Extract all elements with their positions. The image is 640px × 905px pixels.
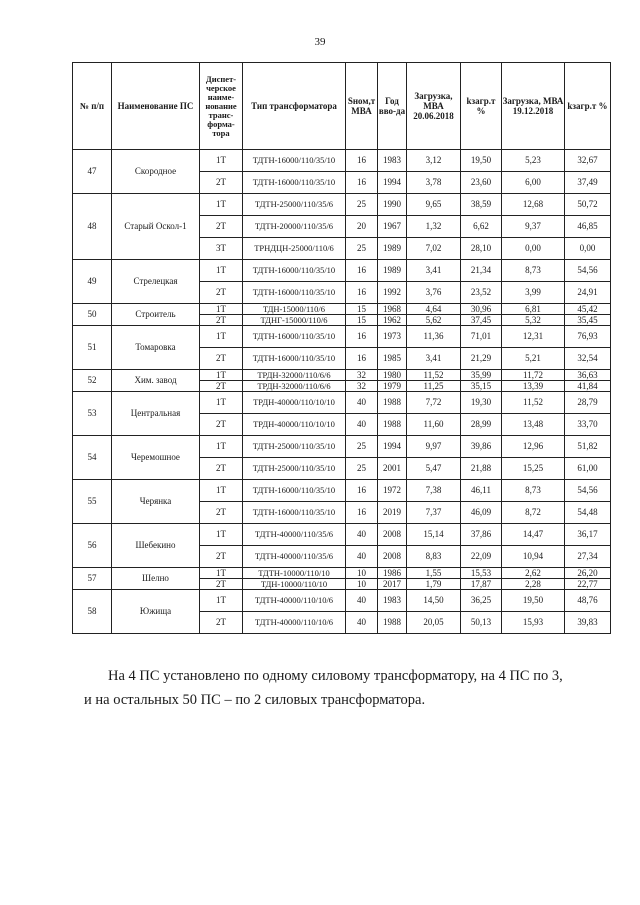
k-june-cell: 21,29 [461, 348, 502, 370]
table-row [73, 326, 611, 348]
k-december-cell: 36,63 [565, 370, 611, 381]
year-cell: 1967 [378, 216, 407, 238]
dispatch-name-cell: 1Т [200, 590, 243, 612]
load-december-cell: 5,23 [502, 150, 565, 172]
transformer-type-cell: ТДТН-40000/110/10/6 [243, 590, 346, 612]
year-cell: 2017 [378, 579, 407, 590]
transformer-type-cell: ТДН-10000/110/10 [243, 579, 346, 590]
load-december-cell: 12,68 [502, 194, 565, 216]
dispatch-name-cell: 2Т [200, 172, 243, 194]
load-june-cell: 3,78 [407, 172, 461, 194]
transformer-type-cell: ТДТН-40000/110/35/6 [243, 546, 346, 568]
transformer-type-cell: ТДТН-16000/110/35/10 [243, 260, 346, 282]
dispatch-name-cell: 2Т [200, 414, 243, 436]
transformer-type-cell: ТРДН-40000/110/10/10 [243, 414, 346, 436]
substation-name-cell: Шелно [112, 568, 200, 590]
substation-number-cell: 52 [73, 370, 112, 392]
header-snom: Sном,т МВА [346, 63, 378, 150]
dispatch-name-cell: 1Т [200, 304, 243, 315]
snom-cell: 16 [346, 348, 378, 370]
load-june-cell: 3,76 [407, 282, 461, 304]
k-june-cell: 28,99 [461, 414, 502, 436]
substation-number-cell: 50 [73, 304, 112, 326]
k-december-cell: 46,85 [565, 216, 611, 238]
substation-number-cell: 48 [73, 194, 112, 260]
year-cell: 1986 [378, 568, 407, 579]
k-december-cell: 50,72 [565, 194, 611, 216]
snom-cell: 16 [346, 326, 378, 348]
table-row [73, 590, 611, 612]
load-december-cell: 13,39 [502, 381, 565, 392]
year-cell: 1989 [378, 238, 407, 260]
table-row [73, 568, 611, 579]
k-december-cell: 32,54 [565, 348, 611, 370]
year-cell: 1968 [378, 304, 407, 315]
snom-cell: 40 [346, 414, 378, 436]
snom-cell: 40 [346, 590, 378, 612]
snom-cell: 40 [346, 546, 378, 568]
load-december-cell: 12,31 [502, 326, 565, 348]
transformer-type-cell: ТРДН-32000/110/6/6 [243, 381, 346, 392]
k-june-cell: 37,45 [461, 315, 502, 326]
snom-cell: 32 [346, 381, 378, 392]
header-transformer-type: Тип трансформатора [243, 63, 346, 150]
substation-name-cell: Черянка [112, 480, 200, 524]
table-row [73, 370, 611, 381]
load-december-cell: 15,93 [502, 612, 565, 634]
table-row [73, 480, 611, 502]
dispatch-name-cell: 1Т [200, 150, 243, 172]
k-december-cell: 39,83 [565, 612, 611, 634]
header-k-december: kзагр.т % [565, 63, 611, 150]
year-cell: 1962 [378, 315, 407, 326]
snom-cell: 16 [346, 172, 378, 194]
dispatch-name-cell: 1Т [200, 480, 243, 502]
k-december-cell: 48,76 [565, 590, 611, 612]
table-row [73, 150, 611, 172]
load-june-cell: 1,55 [407, 568, 461, 579]
transformer-type-cell: ТДТН-16000/110/35/10 [243, 326, 346, 348]
k-december-cell: 54,48 [565, 502, 611, 524]
footnote-text [84, 664, 624, 712]
dispatch-name-cell: 2Т [200, 502, 243, 524]
load-june-cell: 5,47 [407, 458, 461, 480]
transformer-type-cell: ТРДН-40000/110/10/10 [243, 392, 346, 414]
load-december-cell: 8,72 [502, 502, 565, 524]
transformer-type-cell: ТРНДЦН-25000/110/6 [243, 238, 346, 260]
k-june-cell: 15,53 [461, 568, 502, 579]
substation-name-cell: Южища [112, 590, 200, 634]
load-june-cell: 7,72 [407, 392, 461, 414]
year-cell: 2008 [378, 546, 407, 568]
substation-name-cell: Стрелецкая [112, 260, 200, 304]
table-row [73, 194, 611, 216]
page-number: 39 [314, 36, 326, 48]
substation-name-cell: Центральная [112, 392, 200, 436]
k-june-cell: 50,13 [461, 612, 502, 634]
dispatch-name-cell: 1Т [200, 260, 243, 282]
load-june-cell: 9,65 [407, 194, 461, 216]
dispatch-name-cell: 2Т [200, 612, 243, 634]
k-december-cell: 27,34 [565, 546, 611, 568]
load-june-cell: 5,62 [407, 315, 461, 326]
year-cell: 2019 [378, 502, 407, 524]
transformer-table [72, 62, 611, 634]
substation-number-cell: 56 [73, 524, 112, 568]
transformer-type-cell: ТДН-15000/110/6 [243, 304, 346, 315]
year-cell: 1972 [378, 480, 407, 502]
year-cell: 1983 [378, 590, 407, 612]
substation-number-cell: 47 [73, 150, 112, 194]
dispatch-name-cell: 1Т [200, 568, 243, 579]
load-december-cell: 2,62 [502, 568, 565, 579]
load-june-cell: 15,14 [407, 524, 461, 546]
footnote-line-2: и на остальных 50 ПС – по 2 силовых трансформатора. [84, 692, 426, 708]
k-june-cell: 19,50 [461, 150, 502, 172]
transformer-type-cell: ТДТН-16000/110/35/10 [243, 150, 346, 172]
snom-cell: 16 [346, 480, 378, 502]
snom-cell: 10 [346, 568, 378, 579]
load-june-cell: 3,41 [407, 260, 461, 282]
load-december-cell: 11,72 [502, 370, 565, 381]
dispatch-name-cell: 2Т [200, 315, 243, 326]
load-june-cell: 8,83 [407, 546, 461, 568]
k-june-cell: 28,10 [461, 238, 502, 260]
snom-cell: 32 [346, 370, 378, 381]
year-cell: 1980 [378, 370, 407, 381]
k-june-cell: 35,15 [461, 381, 502, 392]
substation-number-cell: 51 [73, 326, 112, 370]
transformer-type-cell: ТДНГ-15000/110/6 [243, 315, 346, 326]
snom-cell: 25 [346, 458, 378, 480]
k-december-cell: 22,77 [565, 579, 611, 590]
snom-cell: 25 [346, 436, 378, 458]
k-december-cell: 24,91 [565, 282, 611, 304]
dispatch-name-cell: 2Т [200, 216, 243, 238]
k-june-cell: 46,09 [461, 502, 502, 524]
load-december-cell: 3,99 [502, 282, 565, 304]
year-cell: 1985 [378, 348, 407, 370]
k-june-cell: 37,86 [461, 524, 502, 546]
snom-cell: 15 [346, 315, 378, 326]
k-june-cell: 21,88 [461, 458, 502, 480]
substation-name-cell: Старый Оскол-1 [112, 194, 200, 260]
load-december-cell: 8,73 [502, 480, 565, 502]
substation-number-cell: 49 [73, 260, 112, 304]
k-december-cell: 26,20 [565, 568, 611, 579]
table-row [73, 436, 611, 458]
transformer-type-cell: ТДТН-16000/110/35/10 [243, 480, 346, 502]
k-june-cell: 19,30 [461, 392, 502, 414]
load-june-cell: 11,52 [407, 370, 461, 381]
header-load-june: Загрузка, МВА 20.06.2018 [407, 63, 461, 150]
year-cell: 1990 [378, 194, 407, 216]
load-december-cell: 6,00 [502, 172, 565, 194]
load-december-cell: 12,96 [502, 436, 565, 458]
snom-cell: 40 [346, 612, 378, 634]
load-december-cell: 10,94 [502, 546, 565, 568]
dispatch-name-cell: 1Т [200, 326, 243, 348]
k-june-cell: 46,11 [461, 480, 502, 502]
snom-cell: 16 [346, 260, 378, 282]
table-row [73, 260, 611, 282]
snom-cell: 40 [346, 392, 378, 414]
substation-number-cell: 53 [73, 392, 112, 436]
table-row [73, 304, 611, 315]
k-december-cell: 37,49 [565, 172, 611, 194]
load-june-cell: 4,64 [407, 304, 461, 315]
load-december-cell: 8,73 [502, 260, 565, 282]
load-june-cell: 1,32 [407, 216, 461, 238]
transformer-type-cell: ТДТН-16000/110/35/10 [243, 282, 346, 304]
transformer-type-cell: ТРДН-32000/110/6/6 [243, 370, 346, 381]
year-cell: 1988 [378, 612, 407, 634]
transformer-type-cell: ТДТН-40000/110/35/6 [243, 524, 346, 546]
k-june-cell: 71,01 [461, 326, 502, 348]
load-december-cell: 19,50 [502, 590, 565, 612]
header-name: Наименование ПС [112, 63, 200, 150]
snom-cell: 16 [346, 502, 378, 524]
snom-cell: 20 [346, 216, 378, 238]
snom-cell: 25 [346, 238, 378, 260]
k-june-cell: 35,99 [461, 370, 502, 381]
year-cell: 1988 [378, 392, 407, 414]
dispatch-name-cell: 1Т [200, 436, 243, 458]
load-december-cell: 15,25 [502, 458, 565, 480]
load-june-cell: 1,79 [407, 579, 461, 590]
k-december-cell: 32,67 [565, 150, 611, 172]
load-june-cell: 11,60 [407, 414, 461, 436]
load-december-cell: 5,32 [502, 315, 565, 326]
k-june-cell: 6,62 [461, 216, 502, 238]
table-row [73, 392, 611, 414]
transformer-type-cell: ТДТН-40000/110/10/6 [243, 612, 346, 634]
snom-cell: 10 [346, 579, 378, 590]
k-june-cell: 38,59 [461, 194, 502, 216]
load-june-cell: 20,05 [407, 612, 461, 634]
k-december-cell: 61,00 [565, 458, 611, 480]
load-december-cell: 13,48 [502, 414, 565, 436]
k-june-cell: 22,09 [461, 546, 502, 568]
k-june-cell: 30,96 [461, 304, 502, 315]
table-header-row [73, 63, 611, 150]
dispatch-name-cell: 1Т [200, 392, 243, 414]
load-june-cell: 3,12 [407, 150, 461, 172]
footnote-line-1: На 4 ПС установлено по одному силовому трансформатору, на 4 ПС по 3, [108, 668, 563, 684]
k-december-cell: 51,82 [565, 436, 611, 458]
transformer-type-cell: ТДТН-10000/110/10 [243, 568, 346, 579]
dispatch-name-cell: 2Т [200, 546, 243, 568]
dispatch-name-cell: 2Т [200, 458, 243, 480]
year-cell: 1994 [378, 172, 407, 194]
snom-cell: 25 [346, 194, 378, 216]
transformer-type-cell: ТДТН-25000/110/35/10 [243, 458, 346, 480]
load-june-cell: 7,37 [407, 502, 461, 524]
header-k-june: kзагр.т % [461, 63, 502, 150]
dispatch-name-cell: 3Т [200, 238, 243, 260]
k-december-cell: 54,56 [565, 480, 611, 502]
substation-name-cell: Хим. завод [112, 370, 200, 392]
table-row [73, 524, 611, 546]
dispatch-name-cell: 1Т [200, 194, 243, 216]
dispatch-name-cell: 2Т [200, 282, 243, 304]
k-december-cell: 0,00 [565, 238, 611, 260]
k-june-cell: 23,60 [461, 172, 502, 194]
dispatch-name-cell: 1Т [200, 370, 243, 381]
header-year: Год вво-да [378, 63, 407, 150]
load-december-cell: 11,52 [502, 392, 565, 414]
k-december-cell: 33,70 [565, 414, 611, 436]
load-december-cell: 14,47 [502, 524, 565, 546]
snom-cell: 40 [346, 524, 378, 546]
load-june-cell: 9,97 [407, 436, 461, 458]
load-june-cell: 3,41 [407, 348, 461, 370]
transformer-type-cell: ТДТН-25000/110/35/10 [243, 436, 346, 458]
substation-name-cell: Шебекино [112, 524, 200, 568]
substation-name-cell: Черемошное [112, 436, 200, 480]
dispatch-name-cell: 2Т [200, 381, 243, 392]
k-december-cell: 36,17 [565, 524, 611, 546]
load-december-cell: 6,81 [502, 304, 565, 315]
substation-number-cell: 57 [73, 568, 112, 590]
year-cell: 1973 [378, 326, 407, 348]
year-cell: 1992 [378, 282, 407, 304]
k-december-cell: 54,56 [565, 260, 611, 282]
dispatch-name-cell: 2Т [200, 348, 243, 370]
year-cell: 2008 [378, 524, 407, 546]
load-june-cell: 7,02 [407, 238, 461, 260]
header-load-december: Загрузка, МВА 19.12.2018 [502, 63, 565, 150]
load-december-cell: 9,37 [502, 216, 565, 238]
transformer-type-cell: ТДТН-16000/110/35/10 [243, 502, 346, 524]
k-june-cell: 39,86 [461, 436, 502, 458]
substation-number-cell: 58 [73, 590, 112, 634]
k-june-cell: 36,25 [461, 590, 502, 612]
k-december-cell: 35,45 [565, 315, 611, 326]
k-december-cell: 45,42 [565, 304, 611, 315]
dispatch-name-cell: 1Т [200, 524, 243, 546]
dispatch-name-cell: 2Т [200, 579, 243, 590]
substation-number-cell: 54 [73, 436, 112, 480]
load-december-cell: 5,21 [502, 348, 565, 370]
transformer-type-cell: ТДТН-20000/110/35/6 [243, 216, 346, 238]
year-cell: 1979 [378, 381, 407, 392]
year-cell: 1988 [378, 414, 407, 436]
snom-cell: 15 [346, 304, 378, 315]
snom-cell: 16 [346, 150, 378, 172]
k-december-cell: 41,84 [565, 381, 611, 392]
snom-cell: 16 [346, 282, 378, 304]
substation-name-cell: Скородное [112, 150, 200, 194]
header-num: № п/п [73, 63, 112, 150]
substation-name-cell: Томаровка [112, 326, 200, 370]
year-cell: 2001 [378, 458, 407, 480]
transformer-type-cell: ТДТН-16000/110/35/10 [243, 348, 346, 370]
k-june-cell: 23,52 [461, 282, 502, 304]
k-june-cell: 17,87 [461, 579, 502, 590]
substation-number-cell: 55 [73, 480, 112, 524]
k-june-cell: 21,34 [461, 260, 502, 282]
transformer-type-cell: ТДТН-16000/110/35/10 [243, 172, 346, 194]
load-december-cell: 0,00 [502, 238, 565, 260]
k-december-cell: 28,79 [565, 392, 611, 414]
load-june-cell: 11,36 [407, 326, 461, 348]
load-june-cell: 11,25 [407, 381, 461, 392]
header-dispatch-name: Диспет-черское наиме-нование транс-форма-тора [200, 63, 243, 150]
load-december-cell: 2,28 [502, 579, 565, 590]
k-december-cell: 76,93 [565, 326, 611, 348]
load-june-cell: 14,50 [407, 590, 461, 612]
year-cell: 1989 [378, 260, 407, 282]
year-cell: 1994 [378, 436, 407, 458]
load-june-cell: 7,38 [407, 480, 461, 502]
transformer-type-cell: ТДТН-25000/110/35/6 [243, 194, 346, 216]
substation-name-cell: Строитель [112, 304, 200, 326]
year-cell: 1983 [378, 150, 407, 172]
